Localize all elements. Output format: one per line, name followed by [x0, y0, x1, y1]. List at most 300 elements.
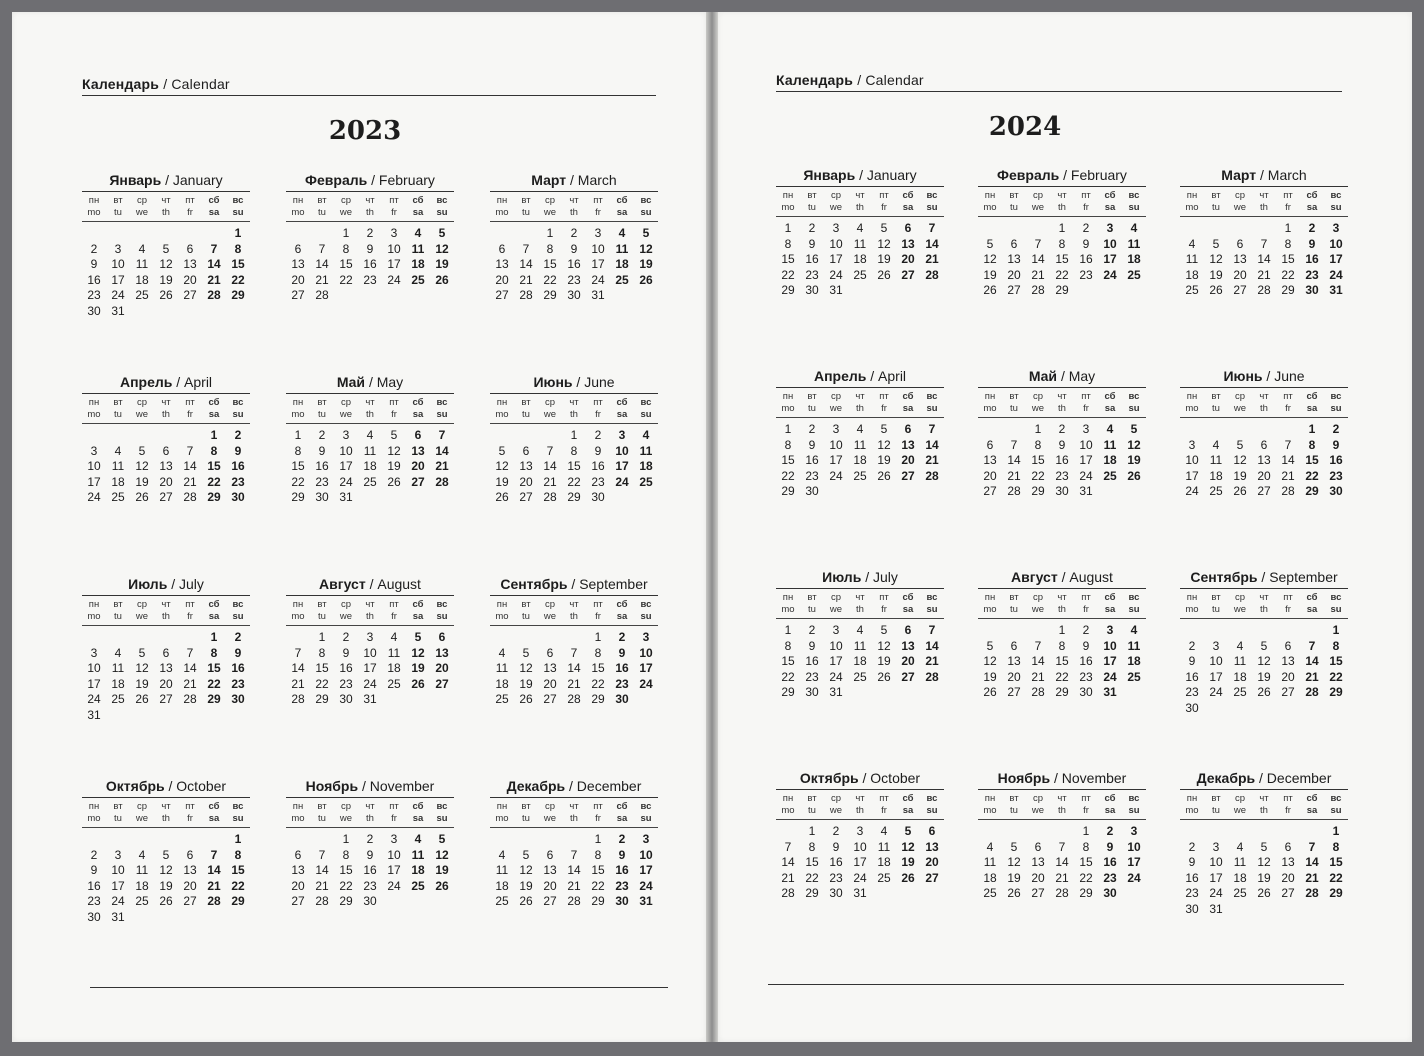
day-cell: 14 — [315, 863, 329, 877]
day-cell: 2 — [1058, 422, 1066, 436]
day-cell: 15 — [1329, 855, 1343, 869]
day-cell: 20 — [1257, 468, 1271, 483]
day-cell: 28 — [543, 490, 557, 504]
weekday-label: сб — [902, 592, 914, 603]
weekday-label: вт — [521, 397, 531, 408]
weekday-label: sa — [1104, 403, 1116, 414]
weekday-label: сб — [1306, 190, 1318, 201]
weekday-label: mo — [495, 207, 509, 218]
weekday-label: fr — [1083, 403, 1089, 414]
day-cell: 26 — [983, 685, 997, 699]
weekday-row-ru — [82, 599, 250, 611]
day-cell: 16 — [87, 878, 101, 893]
day-cell: 19 — [159, 272, 173, 287]
weekday-label: sa — [1306, 202, 1318, 213]
empty-cell — [1300, 824, 1324, 840]
month-separator: / — [1261, 569, 1266, 585]
day-cell: 20 — [1007, 267, 1021, 282]
weekday-label: чт — [569, 599, 579, 610]
empty-cell — [106, 630, 130, 646]
day-cell: 17 — [1329, 252, 1343, 266]
day-cell: 8 — [1034, 437, 1042, 452]
month-separator: / — [862, 770, 867, 786]
day-cell: 2 — [832, 824, 840, 838]
weekday-label: tu — [1010, 403, 1018, 414]
weekday-label: вс — [640, 599, 652, 610]
day-cell: 12 — [159, 863, 173, 877]
day-cell: 7 — [318, 847, 326, 862]
day-cell: 14 — [291, 661, 305, 675]
day-cell: 27 — [159, 692, 173, 706]
weekday-label: sa — [902, 403, 914, 414]
day-cell: 31 — [591, 288, 605, 302]
weekday-label: вс — [1330, 190, 1342, 201]
day-cell: 27 — [183, 894, 197, 908]
weekday-row-ru — [1180, 391, 1348, 403]
empty-cell — [1252, 824, 1276, 840]
weekday-label: вт — [1009, 592, 1019, 603]
weekday-label: вт — [1211, 592, 1221, 603]
weekday-row-en — [978, 403, 1146, 415]
weekday-label: пт — [389, 195, 399, 206]
day-cell: 31 — [339, 490, 353, 504]
empty-cell — [1300, 623, 1324, 639]
empty-cell — [1002, 623, 1026, 639]
day-cell: 19 — [1233, 468, 1247, 483]
day-cell: 23 — [339, 676, 353, 691]
day-cell: 28 — [1305, 886, 1319, 900]
day-cell: 3 — [114, 241, 122, 256]
weekday-label: tu — [114, 813, 122, 824]
month-block — [978, 368, 1146, 569]
day-cell: 30 — [1079, 685, 1093, 699]
day-cell: 23 — [805, 468, 819, 483]
weekday-label: вс — [436, 801, 448, 812]
weekday-label: ср — [1032, 592, 1044, 603]
weekday-label: пт — [1081, 190, 1091, 201]
day-cell: 7 — [928, 422, 936, 436]
weekday-header — [776, 187, 944, 217]
weekday-label: ср — [544, 801, 556, 812]
day-cell: 12 — [519, 661, 533, 675]
month-block — [776, 569, 944, 770]
day-cell: 19 — [411, 661, 425, 675]
week-row — [82, 692, 250, 708]
weekday-label: sa — [902, 805, 914, 816]
weekday-label: we — [1233, 202, 1247, 213]
day-cell: 2 — [366, 832, 374, 846]
week-row — [82, 459, 250, 475]
month-block — [1180, 368, 1348, 569]
empty-cell — [1228, 422, 1252, 438]
weekday-label: sa — [1104, 805, 1116, 816]
day-cell: 17 — [1209, 870, 1223, 885]
month-name-ru: Октябрь — [105, 778, 165, 794]
day-cell: 15 — [805, 855, 819, 869]
week-row — [978, 685, 1146, 701]
weekday-header — [82, 394, 250, 424]
weekday-label: вс — [1330, 391, 1342, 402]
day-cell: 6 — [498, 241, 506, 256]
week-row — [490, 894, 658, 910]
month-block — [978, 770, 1146, 971]
day-cell: 17 — [387, 863, 401, 877]
week-row — [978, 221, 1146, 237]
weekday-label: fr — [391, 813, 397, 824]
day-cell: 27 — [1257, 484, 1271, 498]
month-name-ru: Апрель — [813, 368, 867, 384]
weekday-header — [286, 798, 454, 828]
day-cell: 26 — [1257, 886, 1271, 900]
day-cell: 4 — [498, 645, 506, 660]
weekday-header — [776, 589, 944, 619]
weekday-label: mo — [291, 611, 305, 622]
day-cell: 24 — [111, 288, 125, 302]
day-cell: 24 — [639, 676, 653, 691]
day-cell: 16 — [363, 257, 377, 271]
day-cell: 20 — [183, 272, 197, 287]
weekday-label: sa — [208, 207, 220, 218]
day-cell: 27 — [901, 669, 915, 684]
weekday-label: fr — [595, 611, 601, 622]
day-cell: 28 — [183, 692, 197, 706]
day-cell: 7 — [1284, 437, 1292, 452]
day-cell: 6 — [1284, 839, 1292, 854]
weekday-label: сб — [616, 599, 628, 610]
day-cell: 11 — [1127, 236, 1141, 251]
day-cell: 19 — [1257, 870, 1271, 885]
weekday-label: вт — [113, 599, 123, 610]
month-name-ru: Декабрь — [506, 778, 566, 794]
month-name-ru: Август — [319, 576, 366, 592]
day-cell: 28 — [1007, 484, 1021, 498]
day-cell: 10 — [1103, 236, 1117, 251]
day-cell: 13 — [159, 661, 173, 675]
day-cell: 16 — [1079, 654, 1093, 668]
weekday-row-en — [490, 207, 658, 219]
day-cell: 15 — [1031, 453, 1045, 467]
day-cell: 27 — [901, 468, 915, 483]
weekday-label: пн — [292, 195, 304, 206]
month-title — [286, 576, 454, 596]
day-cell: 17 — [111, 878, 125, 893]
day-cell: 11 — [1233, 654, 1247, 668]
day-cell: 17 — [639, 661, 653, 675]
weekday-label: пн — [88, 801, 100, 812]
day-cell: 6 — [904, 422, 912, 436]
weekday-header — [1180, 388, 1348, 418]
day-cell: 21 — [1031, 267, 1045, 282]
day-cell: 2 — [90, 241, 98, 256]
weekday-label: сб — [616, 397, 628, 408]
weekday-label: ср — [830, 190, 842, 201]
month-title — [82, 576, 250, 596]
day-cell: 12 — [435, 847, 449, 862]
weekday-row-en — [776, 202, 944, 214]
day-cell: 17 — [111, 272, 125, 287]
day-cell: 12 — [877, 437, 891, 452]
day-cell: 12 — [1209, 252, 1223, 266]
day-cell: 20 — [543, 878, 557, 893]
weekday-label: ср — [830, 391, 842, 402]
day-cell: 10 — [87, 459, 101, 473]
day-cell: 5 — [1260, 638, 1268, 653]
month-name-ru: Май — [336, 374, 366, 390]
day-cell: 24 — [1209, 685, 1223, 699]
empty-cell — [106, 226, 130, 242]
month-name-ru: Июль — [822, 569, 862, 585]
day-cell: 10 — [1329, 236, 1343, 251]
day-cell: 13 — [925, 839, 939, 854]
day-cell: 6 — [294, 847, 302, 862]
day-cell: 29 — [591, 692, 605, 706]
week-row — [1180, 283, 1348, 299]
weekday-label: th — [366, 409, 374, 420]
day-cell: 25 — [387, 676, 401, 691]
day-cell: 2 — [342, 630, 350, 644]
day-cell: 3 — [366, 630, 374, 644]
day-cell: 22 — [781, 669, 795, 684]
day-cell: 31 — [87, 707, 101, 722]
day-cell: 10 — [853, 839, 867, 854]
weekday-row-ru — [1180, 592, 1348, 604]
day-cell: 22 — [1329, 870, 1343, 885]
day-cell: 16 — [1103, 855, 1117, 869]
weekday-label: пн — [292, 801, 304, 812]
week-row — [978, 623, 1146, 639]
month-title — [490, 374, 658, 394]
day-cell: 29 — [1055, 685, 1069, 699]
day-cell: 18 — [1103, 453, 1117, 467]
day-cell: 4 — [414, 226, 422, 240]
day-cell: 15 — [591, 863, 605, 877]
day-cell: 11 — [1209, 453, 1223, 467]
weekday-label: fr — [1083, 805, 1089, 816]
day-cell: 26 — [411, 676, 425, 691]
month-block — [286, 778, 454, 980]
week-row — [776, 237, 944, 253]
day-cell: 27 — [1007, 685, 1021, 699]
weekday-label: ср — [830, 793, 842, 804]
month-name-en: April — [878, 368, 907, 384]
week-row — [776, 221, 944, 237]
day-cell: 9 — [342, 645, 350, 660]
week-row — [286, 661, 454, 677]
weekday-label: we — [135, 409, 149, 420]
day-cell: 26 — [135, 692, 149, 706]
weekday-label: сб — [412, 801, 424, 812]
day-cell: 18 — [877, 855, 891, 869]
day-cell: 22 — [567, 474, 581, 489]
empty-cell — [1026, 623, 1050, 639]
month-separator: / — [165, 172, 169, 188]
weekday-label: th — [1260, 805, 1268, 816]
day-cell: 28 — [207, 288, 221, 302]
day-cell: 26 — [435, 878, 449, 893]
day-cell: 16 — [615, 661, 629, 675]
day-cell: 13 — [543, 661, 557, 675]
day-cell: 9 — [570, 241, 578, 256]
weekday-label: сб — [412, 397, 424, 408]
week-row — [776, 886, 944, 902]
weekday-label: вс — [640, 397, 652, 408]
empty-cell — [562, 630, 586, 646]
day-cell: 12 — [1127, 437, 1141, 452]
week-row — [82, 677, 250, 693]
weekday-label: чт — [855, 592, 865, 603]
weekday-label: пн — [1186, 190, 1198, 201]
day-cell: 11 — [615, 241, 629, 256]
weekday-label: th — [856, 604, 864, 615]
day-cell: 8 — [784, 437, 792, 452]
weekday-label: mo — [87, 409, 101, 420]
month-name-en: May — [376, 374, 404, 390]
day-cell: 9 — [1332, 437, 1340, 452]
day-cell: 20 — [983, 468, 997, 483]
weekday-label: we — [135, 813, 149, 824]
week-row — [978, 453, 1146, 469]
day-cell: 11 — [1127, 638, 1141, 653]
month-title — [1180, 770, 1348, 790]
weekday-label: mo — [495, 813, 509, 824]
day-cell: 24 — [387, 878, 401, 893]
day-cell: 26 — [1209, 283, 1223, 297]
weekday-label: we — [1233, 403, 1247, 414]
empty-cell — [130, 832, 154, 848]
day-cell: 30 — [567, 288, 581, 302]
weekday-header — [490, 596, 658, 626]
day-cell: 11 — [877, 839, 891, 854]
month-title — [978, 569, 1146, 589]
day-cell: 19 — [1007, 870, 1021, 885]
day-cell: 5 — [498, 443, 506, 458]
weekday-row-ru — [286, 397, 454, 409]
empty-cell — [130, 226, 154, 242]
day-cell: 2 — [90, 847, 98, 862]
week-row — [286, 226, 454, 242]
day-cell: 23 — [231, 676, 245, 691]
day-cell: 14 — [1031, 654, 1045, 668]
day-cell: 21 — [1007, 468, 1021, 483]
weekday-label: пт — [1283, 592, 1293, 603]
day-cell: 10 — [639, 847, 653, 862]
weekday-label: сб — [208, 397, 220, 408]
day-cell: 10 — [1209, 654, 1223, 668]
weekday-label: su — [436, 207, 448, 218]
weekday-label: чт — [1057, 391, 1067, 402]
month-name-ru: Июнь — [533, 374, 573, 390]
month-name-ru: Январь — [803, 167, 856, 183]
weekday-header — [978, 790, 1146, 820]
day-cell: 25 — [853, 468, 867, 483]
month-name-en: March — [1267, 167, 1307, 183]
day-cell: 13 — [983, 453, 997, 467]
day-cell: 17 — [87, 474, 101, 489]
empty-cell — [1026, 221, 1050, 237]
weekday-label: пн — [782, 592, 794, 603]
weekday-label: пн — [88, 599, 100, 610]
weekday-label: чт — [161, 801, 171, 812]
week-row — [286, 894, 454, 910]
month-name-en: September — [579, 576, 648, 592]
day-cell: 26 — [983, 283, 997, 297]
weekday-row-ru — [286, 195, 454, 207]
month-block — [490, 172, 658, 374]
weekday-label: th — [366, 611, 374, 622]
weekday-label: su — [232, 207, 244, 218]
week-row — [776, 422, 944, 438]
day-cell: 17 — [853, 855, 867, 869]
day-cell: 11 — [135, 863, 149, 877]
day-cell: 25 — [1103, 468, 1117, 483]
day-cell: 22 — [1329, 669, 1343, 684]
weekday-label: ср — [136, 599, 148, 610]
day-cell: 24 — [1127, 870, 1141, 885]
weekday-label: th — [366, 207, 374, 218]
empty-cell — [1204, 422, 1228, 438]
day-cell: 3 — [390, 832, 398, 846]
empty-cell — [978, 623, 1002, 639]
day-cell: 16 — [1185, 870, 1199, 885]
day-cell: 26 — [1257, 685, 1271, 699]
empty-cell — [978, 824, 1002, 840]
week-row — [1180, 685, 1348, 701]
weekday-label: вс — [926, 190, 938, 201]
weekday-label: tu — [114, 611, 122, 622]
weekday-label: чт — [1259, 391, 1269, 402]
day-cell: 6 — [162, 443, 170, 458]
empty-cell — [538, 630, 562, 646]
month-separator: / — [576, 374, 581, 390]
day-cell: 9 — [234, 443, 242, 458]
weekday-label: вс — [926, 592, 938, 603]
weekday-label: th — [162, 813, 170, 824]
weekday-label: сб — [616, 195, 628, 206]
day-cell: 11 — [1185, 252, 1199, 266]
month-name-ru: Февраль — [997, 167, 1060, 183]
day-cell: 26 — [1007, 886, 1021, 900]
day-cell: 1 — [784, 221, 792, 235]
weekday-header — [490, 798, 658, 828]
day-cell: 18 — [615, 257, 629, 271]
weekday-label: fr — [881, 805, 887, 816]
week-row — [82, 242, 250, 258]
day-cell: 28 — [519, 288, 533, 302]
weekday-label: вт — [521, 599, 531, 610]
week-row — [776, 438, 944, 454]
day-cell: 5 — [880, 623, 888, 637]
weekday-row-ru — [776, 793, 944, 805]
day-cell: 14 — [1055, 855, 1069, 869]
weekday-label: th — [1260, 403, 1268, 414]
month-separator: / — [168, 778, 173, 794]
day-cell: 11 — [1233, 855, 1247, 869]
day-cell: 8 — [1082, 839, 1090, 854]
day-cell: 20 — [1281, 870, 1295, 885]
day-cell: 18 — [387, 661, 401, 675]
day-cell: 5 — [642, 226, 650, 240]
day-cell: 19 — [519, 676, 533, 691]
weekday-label: вт — [1009, 391, 1019, 402]
day-cell: 22 — [1305, 468, 1319, 483]
day-cell: 13 — [901, 437, 915, 452]
week-row — [82, 910, 250, 926]
day-cell: 20 — [291, 878, 305, 893]
day-cell: 16 — [1079, 252, 1093, 266]
week-row — [1180, 252, 1348, 268]
empty-cell — [1252, 422, 1276, 438]
weekday-label: we — [829, 202, 843, 213]
